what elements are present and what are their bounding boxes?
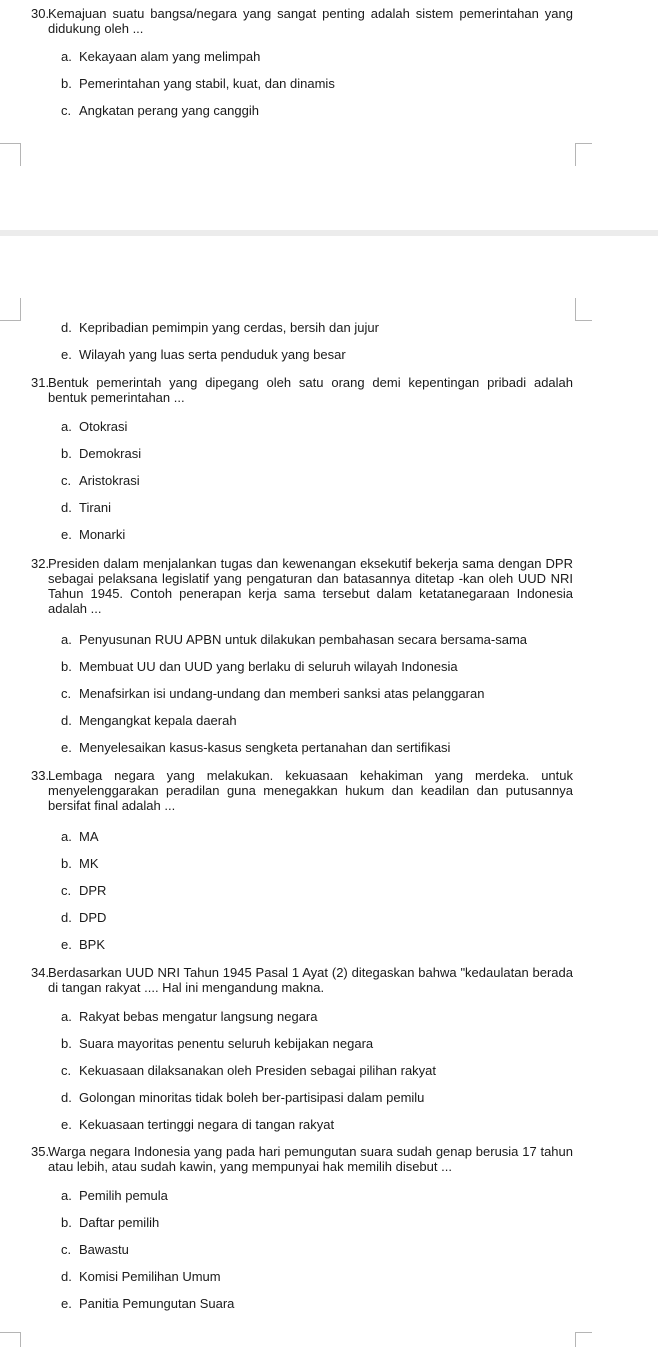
option-text: MA [79,829,99,844]
option-30-c[interactable] [61,103,259,118]
question-number: 35. [31,1144,50,1159]
option-30-b[interactable] [61,76,335,91]
option-letter: c. [61,1063,72,1078]
option-text: Daftar pemilih [79,1215,160,1230]
crop-mark-mid-right [575,298,592,321]
question-text: Presiden dalam menjalankan tugas dan kewenangan eksekutif bekerja sama dengan DPR sebagai pelaksana legislatif yang pengaturan dan batasannya ditetap -kan oleh UUD NRI Tahun 1945. Contoh penerapan kerja sama tersebut dalam ketatanegaraan Indonesia adalah ... [48,556,573,616]
option-34-b[interactable] [61,1036,373,1051]
crop-mark-top-left [0,143,21,166]
question-text: Bentuk pemerintah yang dipegang oleh satu orang demi kepentingan pribadi adalah bentuk pemerintahan ... [48,375,573,405]
option-letter: d. [61,713,72,728]
option-text: Suara mayoritas penentu seluruh kebijakan negara [79,1036,374,1051]
option-34-e[interactable] [61,1117,334,1132]
question-text: Berdasarkan UUD NRI Tahun 1945 Pasal 1 Ayat (2) ditegaskan bahwa "kedaulatan berada di tangan rakyat .... Hal ini mengandung makna. [48,965,573,995]
option-31-e[interactable] [61,527,125,542]
option-text: Panitia Pemungutan Suara [79,1296,235,1311]
option-letter: b. [61,1036,72,1051]
option-letter: a. [61,1009,72,1024]
option-text: Kekuasaan tertinggi negara di tangan rakyat [79,1117,335,1132]
option-text: Demokrasi [79,446,142,461]
option-30-d[interactable] [61,320,379,335]
option-letter: c. [61,1242,72,1257]
option-letter: d. [61,500,72,515]
option-32-a[interactable] [61,632,527,647]
option-35-a[interactable] [61,1188,168,1203]
question-text: Kemajuan suatu bangsa/negara yang sangat penting adalah sistem pemerintahan yang didukung oleh ... [48,6,573,36]
option-33-d[interactable] [61,910,106,925]
question-text: Warga negara Indonesia yang pada hari pemungutan suara sudah genap berusia 17 tahun atau lebih, atau sudah kawin, yang mempunyai hak memilih disebut ... [48,1144,573,1174]
option-letter: d. [61,1269,72,1284]
option-32-b[interactable] [61,659,458,674]
option-30-e[interactable] [61,347,346,362]
option-letter: a. [61,632,72,647]
option-letter: c. [61,883,72,898]
option-33-b[interactable] [61,856,99,871]
option-letter: b. [61,1215,72,1230]
crop-mark-bottom-right [575,1332,592,1347]
option-text: Pemerintahan yang stabil, kuat, dan dinamis [79,76,335,91]
question-32 [31,556,573,616]
question-33 [31,768,573,813]
question-number: 34. [31,965,50,980]
question-number: 30. [31,6,50,21]
option-35-d[interactable] [61,1269,221,1284]
option-text: Wilayah yang luas serta penduduk yang besar [79,347,346,362]
option-text: Menafsirkan isi undang-undang dan memberi sanksi atas pelanggaran [79,686,485,701]
page-break-band [0,230,658,236]
option-letter: e. [61,347,72,362]
question-number: 33. [31,768,50,783]
option-letter: c. [61,686,72,701]
option-letter: b. [61,76,72,91]
question-number: 31. [31,375,50,390]
question-35 [31,1144,573,1174]
option-35-e[interactable] [61,1296,234,1311]
option-31-a[interactable] [61,419,127,434]
option-letter: e. [61,740,72,755]
option-letter: e. [61,1296,72,1311]
crop-mark-mid-left [0,298,21,321]
option-letter: c. [61,473,72,488]
option-text: Komisi Pemilihan Umum [79,1269,221,1284]
option-text: MK [79,856,99,871]
option-32-d[interactable] [61,713,237,728]
question-number: 32. [31,556,50,571]
option-32-e[interactable] [61,740,450,755]
question-31 [31,375,573,405]
option-text: BPK [79,937,106,952]
option-35-c[interactable] [61,1242,129,1257]
option-letter: b. [61,659,72,674]
option-letter: e. [61,527,72,542]
option-letter: d. [61,1090,72,1105]
option-30-a[interactable] [61,49,260,64]
option-text: Mengangkat kepala daerah [79,713,237,728]
option-35-b[interactable] [61,1215,159,1230]
option-letter: b. [61,856,72,871]
option-text: Angkatan perang yang canggih [79,103,259,118]
option-letter: d. [61,320,72,335]
option-letter: a. [61,49,72,64]
option-letter: e. [61,937,72,952]
crop-mark-bottom-left [0,1332,21,1347]
option-32-c[interactable] [61,686,484,701]
option-letter: a. [61,829,72,844]
option-text: Bawastu [79,1242,129,1257]
option-text: Otokrasi [79,419,128,434]
question-34 [31,965,573,995]
option-31-b[interactable] [61,446,141,461]
option-text: DPD [79,910,107,925]
option-text: Tirani [79,500,112,515]
option-letter: c. [61,103,72,118]
option-text: Pemilih pemula [79,1188,168,1203]
option-text: Menyelesaikan kasus-kasus sengketa pertanahan dan sertifikasi [79,740,451,755]
option-letter: d. [61,910,72,925]
option-letter: e. [61,1117,72,1132]
option-33-a[interactable] [61,829,99,844]
option-text: Kepribadian pemimpin yang cerdas, bersih dan jujur [79,320,379,335]
option-text: Aristokrasi [79,473,140,488]
option-text: Rakyat bebas mengatur langsung negara [79,1009,318,1024]
option-text: Membuat UU dan UUD yang berlaku di seluruh wilayah Indonesia [79,659,458,674]
question-30 [31,6,573,36]
option-text: Penyusunan RUU APBN untuk dilakukan pembahasan secara bersama-sama [79,632,528,647]
option-text: Golongan minoritas tidak boleh ber-partisipasi dalam pemilu [79,1090,425,1105]
option-34-c[interactable] [61,1063,436,1078]
option-34-d[interactable] [61,1090,424,1105]
option-text: DPR [79,883,107,898]
option-letter: a. [61,419,72,434]
option-33-e[interactable] [61,937,105,952]
option-34-a[interactable] [61,1009,318,1024]
option-31-c[interactable] [61,473,140,488]
option-text: Monarki [79,527,126,542]
option-text: Kekuasaan dilaksanakan oleh Presiden sebagai pilihan rakyat [79,1063,437,1078]
crop-mark-top-right [575,143,592,166]
option-31-d[interactable] [61,500,111,515]
option-letter: a. [61,1188,72,1203]
question-text: Lembaga negara yang melakukan. kekuasaan kehakiman yang merdeka. untuk menyelenggarakan peradilan guna menegakkan hukum dan keadilan dan putusannya bersifat final adalah ... [48,768,573,813]
option-letter: b. [61,446,72,461]
option-text: Kekayaan alam yang melimpah [79,49,261,64]
option-33-c[interactable] [61,883,106,898]
